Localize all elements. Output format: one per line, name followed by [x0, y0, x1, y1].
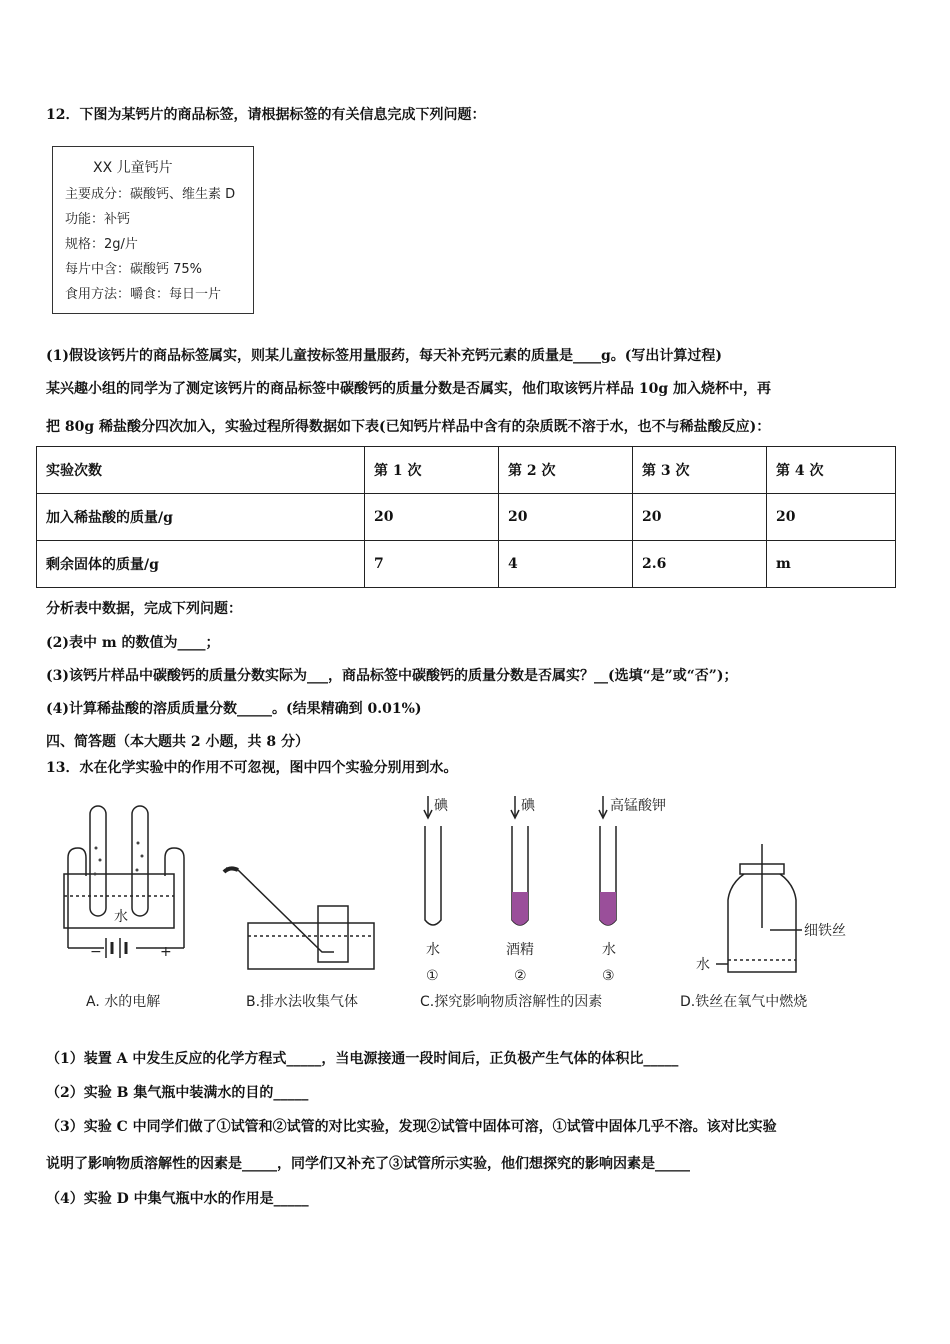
q13-part2: （2）实验 B 集气瓶中装满水的目的_____ — [46, 1085, 309, 1101]
table-cell: 4 — [499, 541, 633, 588]
tube2-solvent: 酒精 — [506, 942, 534, 958]
table-cell: 2.6 — [633, 541, 767, 588]
table-cell: 剩余固体的质量/g — [37, 541, 365, 588]
caption-b: B.排水法收集气体 — [246, 994, 359, 1010]
tube3-solution — [600, 892, 616, 925]
section-heading: 四、简答题（本大题共 2 小题，共 8 分） — [46, 734, 309, 750]
bubbles — [94, 842, 144, 876]
d-water-label: 水 — [696, 957, 710, 973]
a-water-label: 水 — [114, 909, 128, 925]
q13-part3-line1: （3）实验 C 中同学们做了①试管和②试管的对比实验，发现②试管中固体可溶，①试管中固体几乎不溶。该对比实验 — [46, 1119, 777, 1135]
q12-part4: (4)计算稀盐酸的溶质质量分数_____。(结果精确到 0.01%) — [46, 701, 422, 717]
q13-part4: （4）实验 D 中集气瓶中水的作用是_____ — [46, 1191, 309, 1207]
q12-intro-line2: 把 80g 稀盐酸分四次加入，实验过程所得数据如下表(已知钙片样品中含有的杂质既不溶于水，也不与稀盐酸反应)： — [46, 419, 771, 435]
gas-collection-apparatus — [224, 868, 374, 969]
table-header-row — [37, 447, 896, 494]
q13-part3-line2: 说明了影响物质溶解性的因素是_____，同学们又补充了③试管所示实验，他们想探究的影响因素是_____ — [46, 1156, 690, 1172]
iron-combustion-apparatus — [716, 844, 802, 972]
table-row — [37, 494, 896, 541]
table-cell: 20 — [499, 494, 633, 541]
label-ingredients: 主要成分：碳酸钙、维生素 D — [65, 187, 236, 202]
caption-d: D.铁丝在氧气中燃烧 — [680, 994, 808, 1010]
label-usage: 食用方法：嚼食：每日一片 — [65, 287, 222, 302]
table-cell: 20 — [633, 494, 767, 541]
table-row — [37, 541, 896, 588]
q13-title: 13．水在化学实验中的作用不可忽视，图中四个实验分别用到水。 — [46, 760, 458, 776]
table-cell: m — [767, 541, 896, 588]
a-plus-label: + — [160, 944, 172, 960]
d-wire-label: 细铁丝 — [804, 923, 846, 939]
experiment-table — [36, 446, 896, 588]
experiment-figure — [40, 788, 900, 1018]
q12-part2: (2)表中 m 的数值为____； — [46, 635, 220, 651]
table-cell: 7 — [365, 541, 499, 588]
table-cell: 20 — [767, 494, 896, 541]
tube2-solute: 碘 — [521, 798, 535, 814]
q12-intro-line1: 某兴趣小组的同学为了测定该钙片的商品标签中碳酸钙的质量分数是否属实，他们取该钙片样品 10g 加入烧杯中，再 — [46, 381, 772, 397]
header-cell: 第 4 次 — [767, 447, 896, 494]
header-cell: 第 2 次 — [499, 447, 633, 494]
q12-title: 12．下图为某钙片的商品标签，请根据标签的有关信息完成下列问题： — [46, 107, 486, 123]
header-cell: 实验次数 — [37, 447, 365, 494]
tube1-solute: 碘 — [434, 798, 448, 814]
q13-part1: （1）装置 A 中发生反应的化学方程式_____，当电源接通一段时间后，正负极产生气体的体积比_____ — [46, 1051, 679, 1067]
tube1-number: ① — [426, 968, 439, 984]
label-spec: 规格：2g/片 — [65, 237, 138, 252]
product-label — [52, 146, 254, 314]
a-minus-label: − — [90, 944, 102, 960]
label-function: 功能：补钙 — [65, 212, 131, 227]
electrolysis-apparatus — [64, 806, 184, 958]
label-name: XX 儿童钙片 — [93, 160, 173, 176]
caption-a: A. 水的电解 — [86, 994, 161, 1010]
q12-part1: (1)假设该钙片的商品标签属实，则某儿童按标签用量服药，每天补充钙元素的质量是____g。(写出计算过程) — [46, 348, 723, 364]
label-content: 每片中含：碳酸钙 75% — [65, 262, 203, 277]
q12-analysis: 分析表中数据，完成下列问题： — [46, 601, 242, 617]
header-cell: 第 3 次 — [633, 447, 767, 494]
tube2-number: ② — [514, 968, 527, 984]
q12-part3: (3)该钙片样品中碳酸钙的质量分数实际为___，商品标签中碳酸钙的质量分数是否属实？__(选填“是”或“否”)； — [46, 668, 738, 684]
table-cell: 20 — [365, 494, 499, 541]
tube3-solute: 高锰酸钾 — [610, 798, 666, 814]
caption-c: C.探究影响物质溶解性的因素 — [420, 994, 603, 1010]
tube2-solution — [512, 892, 528, 925]
tube3-solvent: 水 — [602, 942, 616, 958]
tube1-solvent: 水 — [426, 942, 440, 958]
tube3-number: ③ — [602, 968, 615, 984]
table-cell: 加入稀盐酸的质量/g — [37, 494, 365, 541]
header-cell: 第 1 次 — [365, 447, 499, 494]
